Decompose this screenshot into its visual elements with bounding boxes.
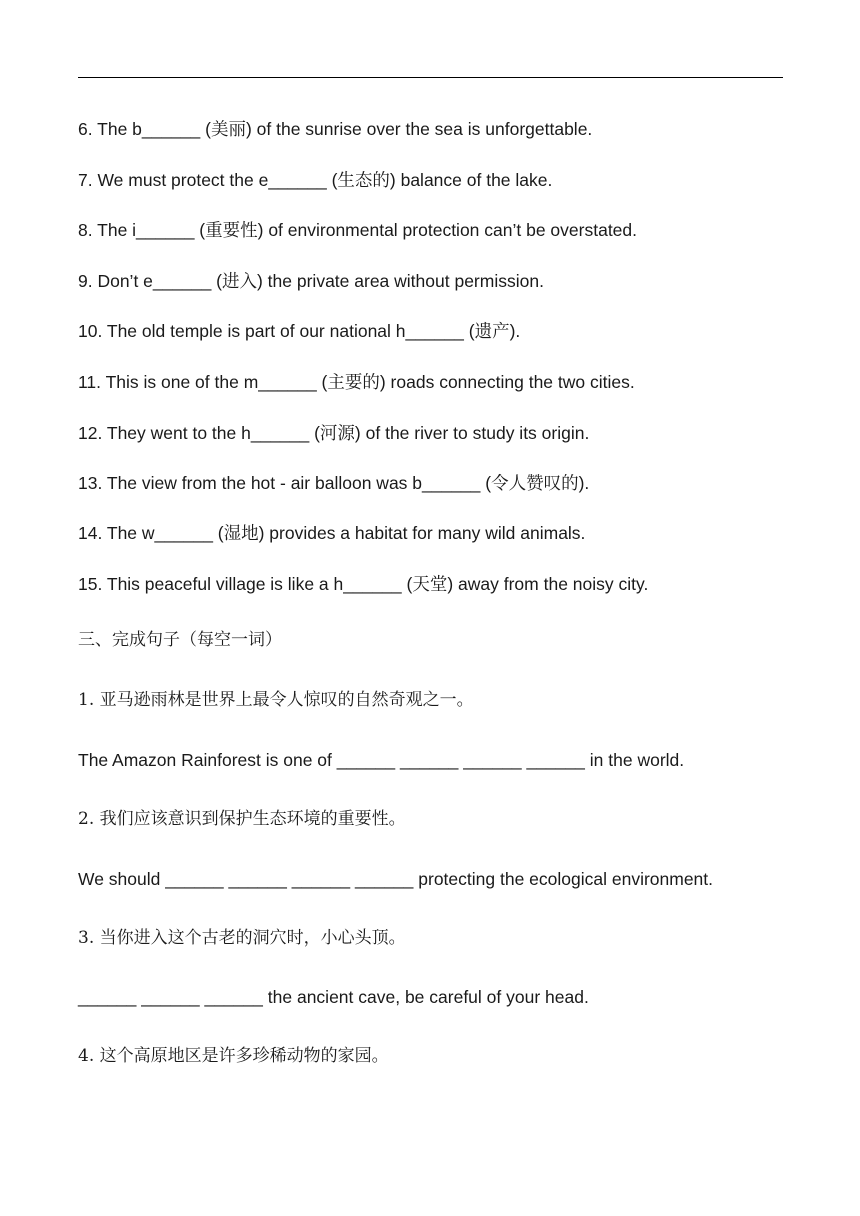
translation-answer-3: ______ ______ ______ the ancient cave, be careful of your head. (78, 987, 589, 1007)
translation-prompt-4: 4. 这个高原地区是许多珍稀动物的家园。 (78, 1046, 389, 1066)
translation-prompt-2: 2. 我们应该意识到保护生态环境的重要性。 (78, 809, 406, 829)
exercise-item-7: 7. We must protect the e______ (生态的) balance of the lake. (78, 170, 553, 190)
exercise-item-12: 12. They went to the h______ (河源) of the river to study its origin. (78, 423, 590, 443)
translation-prompt-1: 1. 亚马逊雨林是世界上最令人惊叹的自然奇观之一。 (78, 690, 474, 710)
exercise-item-10: 10. The old temple is part of our national h______ (遗产). (78, 321, 521, 341)
translation-answer-1: The Amazon Rainforest is one of ______ ______ ______ ______ in the world. (78, 750, 685, 770)
section-heading: 三、完成句子（每空一词） (78, 630, 282, 650)
exercise-item-9: 9. Don’t e______ (进入) the private area without permission. (78, 271, 544, 291)
exercise-item-6: 6. The b______ (美丽) of the sunrise over the sea is unforgettable. (78, 119, 593, 139)
header-rule (78, 77, 783, 78)
exercise-item-15: 15. This peaceful village is like a h______ (天堂) away from the noisy city. (78, 574, 649, 594)
exercise-item-11: 11. This is one of the m______ (主要的) roads connecting the two cities. (78, 372, 635, 392)
exercise-item-8: 8. The i______ (重要性) of environmental protection can’t be overstated. (78, 220, 638, 240)
exercise-item-14: 14. The w______ (湿地) provides a habitat for many wild animals. (78, 523, 586, 543)
translation-prompt-3: 3. 当你进入这个古老的洞穴时，小心头顶。 (78, 928, 406, 948)
exercise-item-13: 13. The view from the hot - air balloon was b______ (令人赞叹的). (78, 473, 590, 493)
translation-answer-2: We should ______ ______ ______ ______ protecting the ecological environment. (78, 869, 714, 889)
